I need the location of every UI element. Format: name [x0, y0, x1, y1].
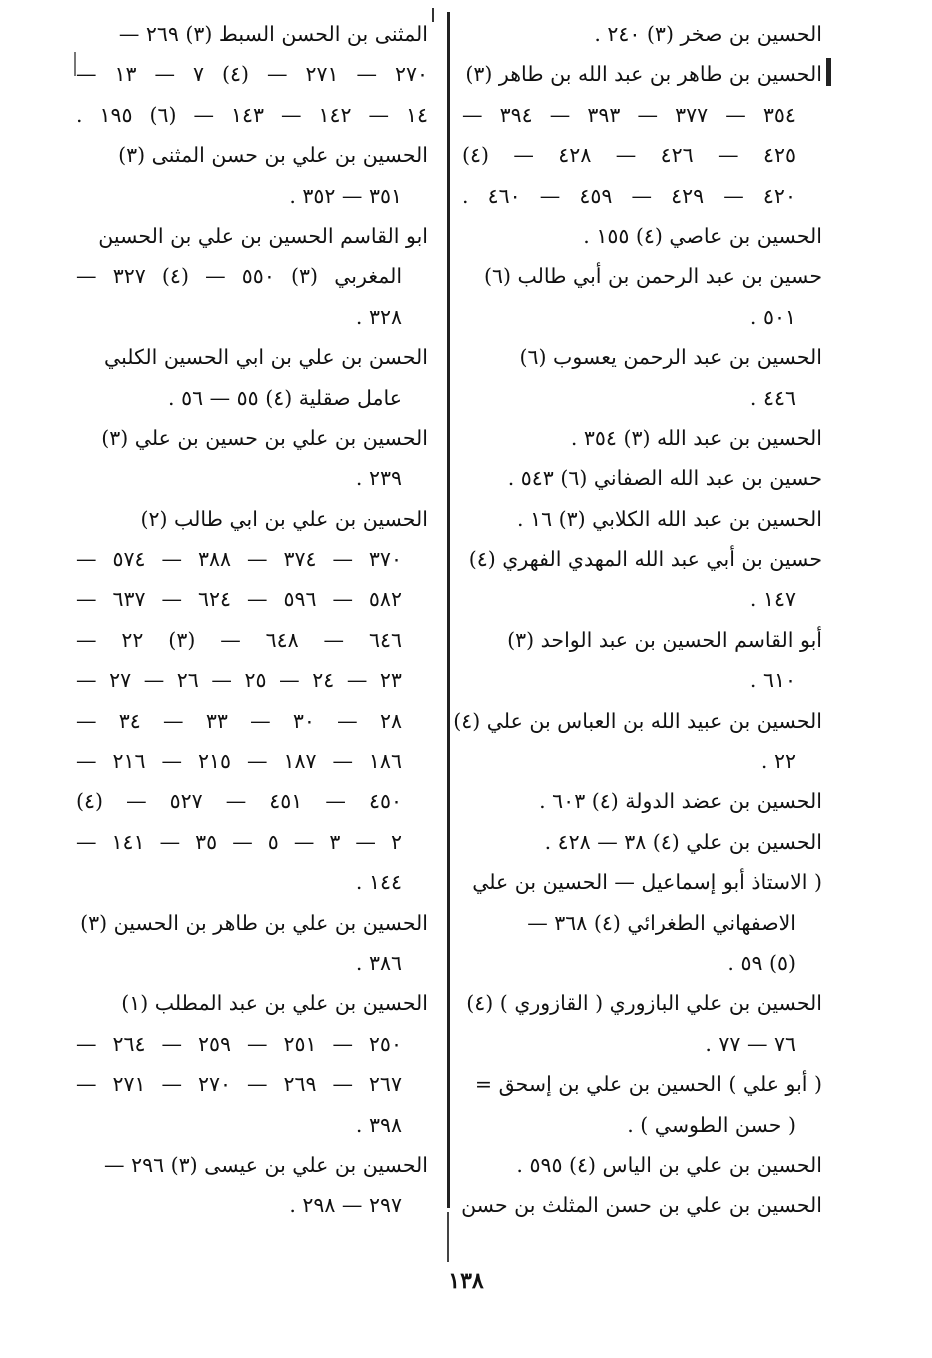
entry-line: الحسين بن صخر (٣) ٢٤٠ .: [594, 22, 822, 46]
index-entry: [462, 1145, 822, 1185]
column-divider-lower: [447, 1212, 449, 1262]
index-entry: [462, 54, 822, 216]
index-entry: [462, 499, 822, 539]
column-divider: [447, 12, 450, 1208]
index-entry: [453, 701, 822, 782]
index-entry: [462, 862, 822, 983]
entry-line: ( حسن الطوسي ) .: [627, 1112, 796, 1137]
index-entry: [76, 983, 428, 1145]
entry-line: الحسين بن علي بن حسين بن علي (٣): [101, 425, 428, 450]
entry-line: ٢٣٩ .: [355, 466, 402, 491]
entry-line: ١٤ — ١٤٢ — ١٤٣ — (٦) ١٩٥ .: [76, 102, 428, 127]
index-entry: [76, 903, 428, 984]
entry-line: الحسن بن علي بن ابي الحسين الكلبي: [104, 345, 428, 370]
entry-line: الحسين بن علي بن عيسى (٣) ٢٩٦ —: [104, 1152, 428, 1177]
entry-line: الحسين بن عاصي (٤) ١٥٥ .: [583, 223, 822, 248]
entry-line: ٣٢٨ .: [355, 304, 402, 329]
right-column: [453, 14, 822, 1226]
margin-mark-left: [74, 52, 76, 76]
entry-line: الحسين بن علي بن الياس (٤) ٥٩٥ .: [516, 1152, 822, 1177]
entry-line: ( أبو علي ) الحسين بن علي بن إسحق =: [474, 1072, 822, 1097]
entry-line: الحسين بن عبد الرحمن يعسوب (٦): [519, 345, 822, 370]
index-entry: [76, 1145, 428, 1226]
entry-line: ٣٩٨ .: [355, 1112, 402, 1137]
entry-line: ٢ — ٣ — ٥ — ٣٥ — ١٤١ —: [76, 829, 402, 854]
entry-line: (٥) ٥٩ .: [727, 950, 796, 975]
index-entry: [462, 458, 822, 498]
entry-line: ١٤٧ .: [749, 587, 796, 612]
entry-line: ١٤٤ .: [355, 870, 402, 895]
entry-line: ٣٥١ — ٣٥٢ .: [289, 183, 402, 208]
entry-line: الحسين بن علي بن ابي طالب (٢): [140, 506, 428, 531]
entry-line: ٧٦ — ٧٧ .: [705, 1031, 796, 1056]
entry-line: الحسين بن عضد الدولة (٤) ٦٠٣ .: [539, 789, 822, 814]
entry-line: ٢٢ .: [760, 749, 796, 774]
entry-line: الحسين بن طاهر بن عبد الله بن طاهر (٣): [465, 62, 822, 87]
index-entry: [462, 620, 822, 701]
index-entry: [76, 14, 428, 135]
entry-line: ٢٩٧ — ٢٩٨ .: [289, 1193, 402, 1218]
entry-line: الحسين بن عبد الله الكلابي (٣) ١٦ .: [517, 506, 822, 531]
entry-line: الاصفهاني الطغرائي (٤) ٣٦٨ —: [527, 910, 796, 935]
entry-line: الحسين بن عبيد الله بن العباس بن علي (٤): [453, 708, 822, 733]
index-entry: [462, 781, 822, 821]
entry-line: ٤٢٠ — ٤٢٩ — ٤٥٩ — ٤٦٠ .: [462, 183, 796, 208]
margin-mark: [826, 58, 831, 86]
entry-line: ٣٥٤ — ٣٧٧ — ٣٩٣ — ٣٩٤ —: [462, 102, 796, 127]
index-entry: [462, 983, 822, 1064]
entry-line: الحسين بن علي بن حسن المثلث بن حسن: [461, 1193, 822, 1218]
entry-line: ٥٨٢ — ٥٩٦ — ٦٢٤ — ٦٣٧ —: [76, 587, 402, 612]
entry-line: الحسين بن علي (٤) ٣٨ — ٤٢٨ .: [544, 829, 822, 854]
index-entry: [76, 135, 428, 216]
entry-line: ٤٥٠ — ٤٥١ — ٥٢٧ — (٤): [76, 789, 402, 814]
index-entry: [462, 337, 822, 418]
entry-line: الحسين بن علي بن طاهر بن الحسين (٣): [80, 910, 428, 935]
index-entry: [462, 216, 822, 256]
entry-line: حسين بن عبد الرحمن بن أبي طالب (٦): [484, 264, 822, 289]
entry-line: ٤٤٦ .: [749, 385, 796, 410]
index-entry: [76, 216, 428, 337]
index-entry: [76, 499, 428, 903]
index-entry: [76, 418, 428, 499]
entry-line: ٣٧٠ — ٣٧٤ — ٣٨٨ — ٥٧٤ —: [76, 547, 402, 572]
page-number: ١٣٨: [448, 1268, 484, 1294]
entry-line: ابو القاسم الحسين بن علي بن الحسين: [98, 223, 428, 248]
index-entry: [462, 418, 822, 458]
entry-line: ٥٠١ .: [749, 304, 796, 329]
entry-line: الحسين بن علي بن عبد المطلب (١): [121, 991, 428, 1016]
entry-line: ١٨٦ — ١٨٧ — ٢١٥ — ٢١٦ —: [76, 749, 402, 774]
entry-line: الحسين بن علي بن حسن المثنى (٣): [118, 143, 428, 168]
entry-line: حسين بن عبد الله الصفاني (٦) ٥٤٣ .: [507, 466, 822, 491]
entry-line: المثنى بن الحسن السبط (٣) ٢٦٩ —: [118, 22, 428, 46]
entry-line: الحسين بن عبد الله (٣) ٣٥٤ .: [570, 425, 822, 450]
entry-line: الحسين بن علي البازوري ( القازوري ) (٤): [466, 991, 822, 1016]
entry-line: ٢٧٠ — ٢٧١ — (٤) ٧ — ١٣ —: [76, 62, 428, 87]
index-entry: [462, 539, 822, 620]
entry-line: ٢٣ — ٢٤ — ٢٥ — ٢٦ — ٢٧ —: [76, 668, 402, 693]
entry-line: أبو القاسم الحسين بن عبد الواحد (٣): [507, 627, 822, 652]
entry-line: حسين بن أبي عبد الله المهدي الفهري (٤): [468, 547, 822, 572]
divider-tick-mark: [432, 8, 434, 22]
left-column: [76, 14, 428, 1226]
index-entry: [462, 256, 822, 337]
index-entry: [462, 14, 822, 54]
index-entry: [462, 1185, 822, 1225]
index-entry: [76, 337, 428, 418]
entry-line: ٣٨٦ .: [355, 950, 402, 975]
entry-line: ( الاستاذ أبو إسماعيل — الحسين بن علي: [472, 870, 822, 895]
index-entry: [462, 822, 822, 862]
entry-line: ٢٦٧ — ٢٦٩ — ٢٧٠ — ٢٧١ —: [76, 1072, 402, 1097]
entry-line: ٢٥٠ — ٢٥١ — ٢٥٩ — ٢٦٤ —: [76, 1031, 402, 1056]
entry-line: ٦١٠ .: [749, 668, 796, 693]
entry-line: المغربي (٣) ٥٥٠ — (٤) ٣٢٧ —: [76, 264, 403, 289]
index-entry: [462, 1064, 822, 1145]
entry-line: ٤٢٥ — ٤٢٦ — ٤٢٨ — (٤): [462, 143, 796, 168]
entry-line: ٦٤٦ — ٦٤٨ — (٣) ٢٢ —: [76, 627, 402, 652]
entry-line: ٢٨ — ٣٠ — ٣٣ — ٣٤ —: [76, 708, 402, 733]
entry-line: عامل صقلية (٤) ٥٥ — ٥٦ .: [168, 385, 402, 410]
